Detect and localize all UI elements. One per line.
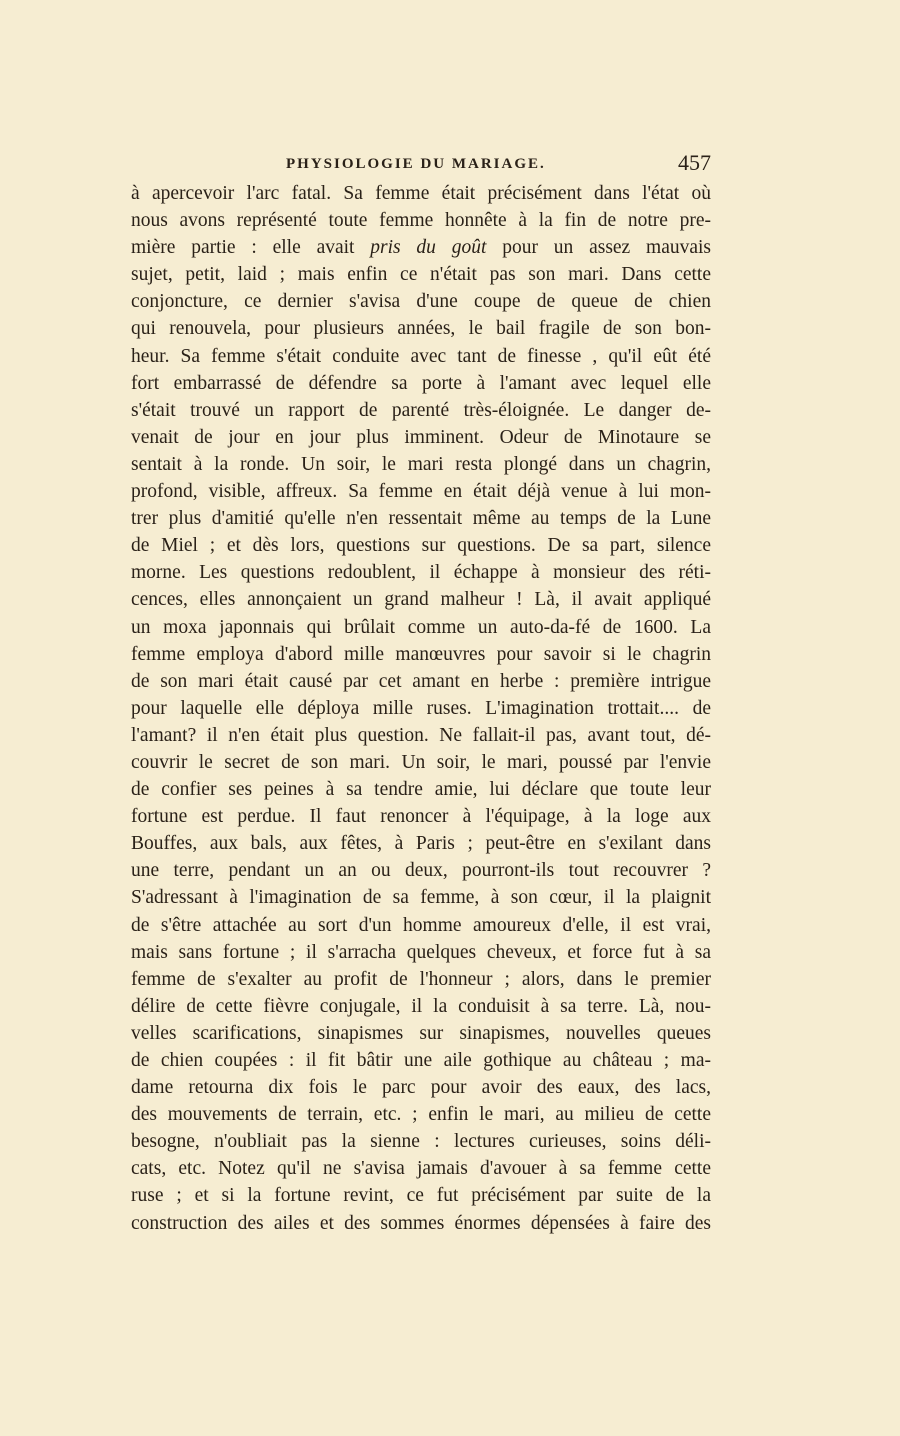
text-line: venait de jour en jour plus imminent. Odeur de Minotaure se (131, 426, 711, 448)
text-line: ruse ; et si la fortune revint, ce fut précisément par suite de la (131, 1185, 711, 1207)
text-line: construction des ailes et des sommes énormes dépensées à faire des (131, 1212, 711, 1234)
text-line: cences, elles annonçaient un grand malheur ! Là, il avait appliqué (131, 589, 711, 611)
text-line: S'adressant à l'imagination de sa femme, à son cœur, il la plaignit (131, 887, 711, 909)
text-line: de confier ses peines à sa tendre amie, lui déclare que toute leur (131, 779, 711, 801)
text-line: fortune est perdue. Il faut renoncer à l'équipage, à la loge aux (131, 806, 711, 828)
text-line: s'était trouvé un rapport de parenté très-éloignée. Le danger de- (131, 399, 711, 421)
text-line: couvrir le secret de son mari. Un soir, le mari, poussé par l'envie (131, 751, 711, 773)
page-header (131, 150, 711, 180)
text-line: nous avons représenté toute femme honnête à la fin de notre pre- (131, 210, 711, 232)
text-line: cats, etc. Notez qu'il ne s'avisa jamais d'avouer à sa femme cette (131, 1158, 711, 1180)
text-line: femme employa d'abord mille manœuvres pour savoir si le chagrin (131, 643, 711, 665)
text-line: l'amant? il n'en était plus question. Ne fallait-il pas, avant tout, dé- (131, 724, 711, 746)
text-line: pour laquelle elle déploya mille ruses. L'imagination trottait.... de (131, 697, 711, 719)
text-line: Bouffes, aux bals, aux fêtes, à Paris ; peut-être en s'exilant dans (131, 833, 711, 855)
text-line: morne. Les questions redoublent, il échappe à monsieur des réti- (131, 562, 711, 584)
text-line: dame retourna dix fois le parc pour avoir des eaux, des lacs, (131, 1077, 711, 1099)
text-line: heur. Sa femme s'était conduite avec tant de finesse , qu'il eût été (131, 345, 711, 367)
text-line: mais sans fortune ; il s'arracha quelques cheveux, et force fut à sa (131, 941, 711, 963)
text-line: sujet, petit, laid ; mais enfin ce n'était pas son mari. Dans cette (131, 264, 711, 286)
text-line: à apercevoir l'arc fatal. Sa femme était précisément dans l'état où (131, 183, 711, 204)
text-line: fort embarrassé de défendre sa porte à l'amant avec lequel elle (131, 372, 711, 394)
running-title: PHYSIOLOGIE DU MARIAGE. (286, 156, 546, 172)
text-line: conjoncture, ce dernier s'avisa d'une coupe de queue de chien (131, 291, 711, 313)
text-line: un moxa japonnais qui brûlait comme un auto-da-fé de 1600. La (131, 616, 711, 638)
page-number: 457 (678, 150, 711, 175)
text-line: des mouvements de terrain, etc. ; enfin le mari, au milieu de cette (131, 1104, 711, 1126)
text-line: velles scarifications, sinapismes sur sinapismes, nouvelles queues (131, 1022, 711, 1044)
text-line: sentait à la ronde. Un soir, le mari resta plongé dans un chagrin, (131, 453, 711, 475)
text-line: une terre, pendant un an ou deux, pourront-ils tout recouvrer ? (131, 860, 711, 882)
text-line: de chien coupées : il fit bâtir une aile gothique au château ; ma- (131, 1050, 711, 1071)
text-line: délire de cette fièvre conjugale, il la conduisit à sa terre. Là, nou- (131, 995, 711, 1017)
text-line: trer plus d'amitié qu'elle n'en ressentait même au temps de la Lune (131, 508, 711, 530)
text-line: de Miel ; et dès lors, questions sur questions. De sa part, silence (131, 535, 711, 557)
body-text (131, 180, 711, 1237)
text-line: de son mari était causé par cet amant en herbe : première intrigue (131, 670, 711, 692)
italic-phrase: pris du goût (370, 237, 487, 259)
text-segment: pour un assez mauvais (502, 237, 712, 259)
text-line: femme de s'exalter au profit de l'honneur ; alors, dans le premier (131, 968, 711, 990)
text-line: profond, visible, affreux. Sa femme en était déjà venue à lui mon- (131, 481, 711, 503)
text-line: qui renouvela, pour plusieurs années, le bail fragile de son bon- (131, 318, 711, 340)
text-line: de s'être attachée au sort d'un homme amoureux d'elle, il est vrai, (131, 914, 711, 936)
text-segment: mière partie : elle avait (131, 237, 355, 259)
text-line: besogne, n'oubliait pas la sienne : lectures curieuses, soins déli- (131, 1131, 711, 1153)
text-line (131, 234, 711, 261)
book-page (131, 150, 711, 1237)
